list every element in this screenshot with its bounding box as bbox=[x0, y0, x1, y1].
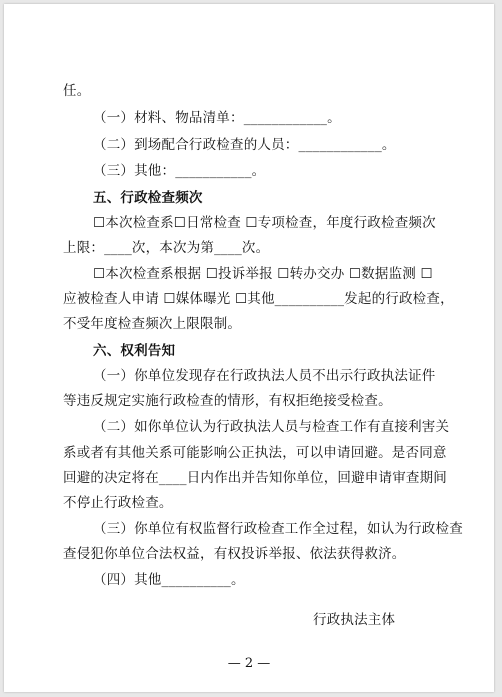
section-heading-rights: 六、权利告知 bbox=[93, 343, 176, 359]
page-number: — 2 — bbox=[227, 656, 271, 671]
frequency-line-1: ☐本次检查系☐日常检查 ☐专项检查，年度行政检查频次 bbox=[93, 215, 436, 231]
rights-4-line: （四）其他__________。 bbox=[93, 572, 245, 588]
item-personnel: （二）到场配合行政检查的人员：____________。 bbox=[93, 137, 396, 153]
rights-2-line-3: 回避的决定将在____日内作出并告知你单位，回避申请审查期间 bbox=[63, 470, 447, 486]
signature-entity: 行政执法主体 bbox=[313, 612, 396, 628]
rights-1-line-1: （一）你单位发现存在行政执法人员不出示行政执法证件 bbox=[93, 368, 436, 384]
rights-3-line-2: 查侵犯你单位合法权益，有权投诉举报、依法获得救济。 bbox=[63, 546, 406, 562]
rights-2-line-1: （二）如你单位认为行政执法人员与检查工作有直接利害关 bbox=[93, 419, 450, 435]
basis-line-1: ☐本次检查系根据 ☐投诉举报 ☐转办交办 ☐数据监测 ☐ bbox=[93, 266, 433, 282]
document-page bbox=[4, 4, 494, 692]
rights-1-line-2: 等违反规定实施行政检查的情形，有权拒绝接受检查。 bbox=[63, 393, 392, 409]
item-materials: （一）材料、物品清单：____________。 bbox=[93, 110, 341, 126]
basis-line-3: 不受年度检查频次上限限制。 bbox=[63, 316, 242, 332]
frequency-line-2: 上限：____次，本次为第____次。 bbox=[63, 240, 270, 256]
item-other: （三）其他：___________。 bbox=[93, 163, 266, 179]
rights-2-line-4: 不停止行政检查。 bbox=[63, 495, 173, 511]
basis-line-2: 应被检查人申请 ☐媒体曝光 ☐其他__________发起的行政检查， bbox=[63, 291, 454, 307]
rights-2-line-2: 系或者有其他关系可能影响公正执法，可以申请回避。是否同意 bbox=[63, 445, 447, 461]
section-heading-frequency: 五、行政检查频次 bbox=[93, 190, 203, 206]
rights-3-line-1: （三）你单位有权监督行政检查工作全过程，如认为行政检查 bbox=[93, 521, 463, 537]
text-line-continuation: 任。 bbox=[63, 83, 91, 99]
